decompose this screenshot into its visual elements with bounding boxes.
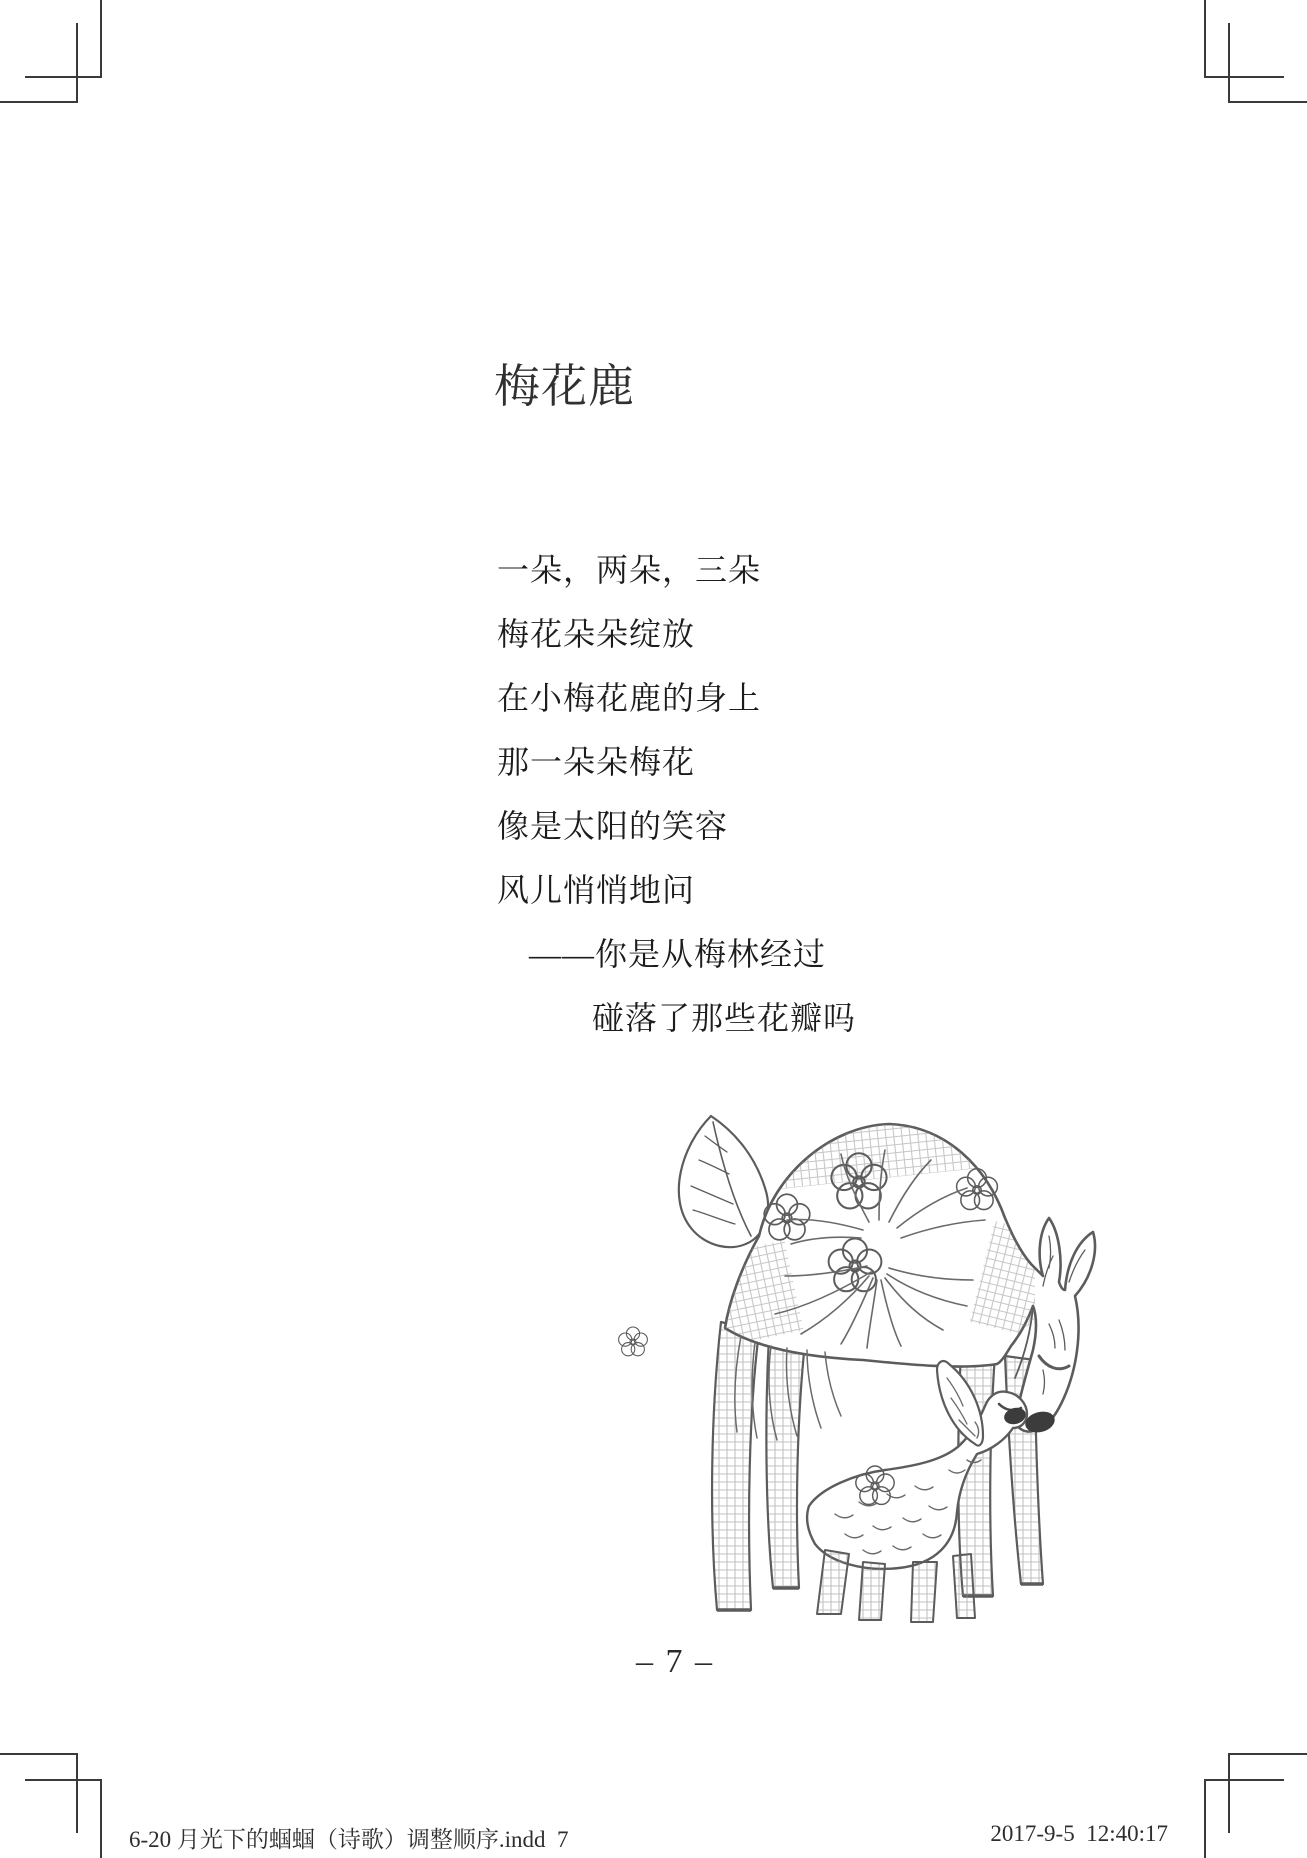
poem-line: 梅花朵朵绽放: [497, 616, 696, 652]
crop-mark-bottom-left-bleed: [0, 1753, 78, 1833]
poem-line: 碰落了那些花瓣吗: [592, 1000, 857, 1036]
poem-line: 像是太阳的笑容: [497, 808, 729, 844]
poem-body: [497, 538, 856, 1050]
crop-mark-top-left-bleed: [0, 23, 78, 103]
deer-sketch-illustration: [563, 1110, 1105, 1632]
fawn: [807, 1361, 1027, 1622]
poem-line: 在小梅花鹿的身上: [497, 680, 762, 716]
footer-timestamp: 2017-9-5 12:40:17: [990, 1821, 1168, 1846]
page-number: – 7 –: [636, 1643, 714, 1680]
footer-filename: 6-20 月光下的蝈蝈（诗歌）调整顺序.indd 7: [129, 1827, 569, 1852]
crop-mark-bottom-right-bleed: [1228, 1753, 1307, 1833]
poem-line: ——你是从梅林经过: [529, 936, 827, 972]
poem-line: 风儿悄悄地问: [497, 872, 696, 908]
poem-line: 一朵，两朵，三朵: [497, 552, 762, 588]
deer-tail: [679, 1116, 768, 1247]
poem-line: 那一朵朵梅花: [497, 744, 696, 780]
crop-mark-top-right-bleed: [1228, 23, 1307, 103]
poem-title: 梅花鹿: [494, 360, 635, 412]
fawn-body: [807, 1392, 1027, 1569]
